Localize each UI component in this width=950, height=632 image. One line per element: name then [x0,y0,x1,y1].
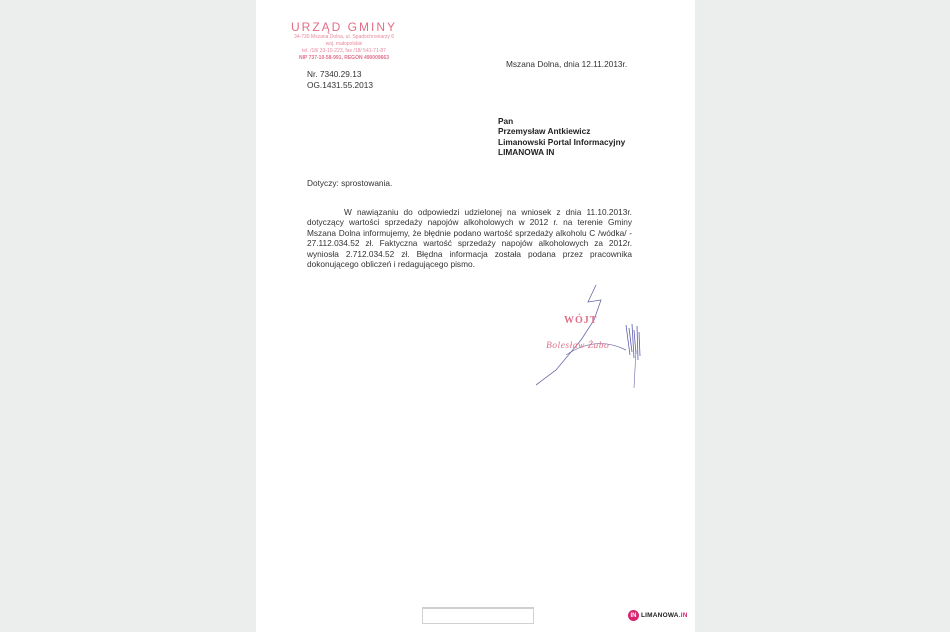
addressee-salutation: Pan [498,116,514,126]
reference-number: Nr. 7340.29.13 [307,69,362,79]
signature-title: WÓJT [564,315,598,326]
stamp-title: URZĄD GMINY [291,20,397,34]
logo-text [641,612,688,619]
stamp-ids: NIP 737-10-58-991, REGON 490009663 [299,55,389,61]
addressee-block [498,116,625,157]
office-stamp [284,20,404,62]
limanowa-in-logo[interactable] [628,610,688,621]
addressee-name: Przemysław Antkiewicz [498,126,591,137]
addressee-outlet: LIMANOWA IN [498,146,555,157]
handwritten-signature-icon [526,280,656,390]
reference-numbers [307,69,373,91]
stamp-phone: tel. /18/ 33-10-223, fax /18/ 541-71-87 [302,48,386,54]
stamp-address: 34-730 Mszana Dolna, ul. Spadochroniarzy 6 [293,34,395,40]
stamp-region: woj. małopolskie [325,41,363,47]
signature-name: Bolesław Żabo [546,341,610,351]
logo-badge-icon: IN [628,610,639,621]
document-page [256,0,695,632]
letter-subject: Dotyczy: sprostowania. [307,178,393,188]
footer-box [422,607,534,624]
letter-body: W nawiązaniu do odpowiedzi udzielonej na wniosek z dnia 11.10.2013r. dotyczący wartości sprzedaży napojów alkoholowych w 2012 r. na terenie Gminy Mszana Dolna informujemy, że błędnie podano wartość sprzedaży alkoholu C /wódka/ - 27.112.034.52 zł. Faktyczna wartość sprzedaży napojów alkoholowych za 2012r. wyniosła 2.712.034.52 zł. Błędna informacja została podana przez pracownika dokonującego obliczeń i redagującego pismo. [307,207,632,270]
logo-text-suffix: .IN [678,612,688,619]
logo-text-main: LIMANOWA [641,612,679,619]
letter-date: Mszana Dolna, dnia 12.11.2013r. [506,59,628,69]
case-number: OG.1431.55.2013 [307,80,373,90]
addressee-organization: Limanowski Portal Informacyjny [498,136,626,147]
